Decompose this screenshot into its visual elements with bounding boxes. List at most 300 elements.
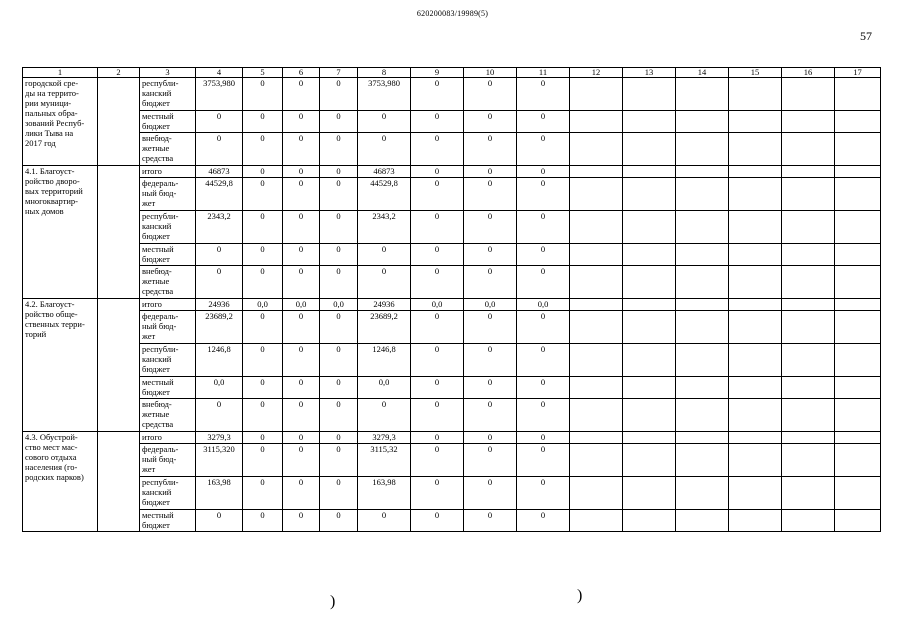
empty-cell bbox=[570, 299, 623, 311]
header-row bbox=[23, 68, 881, 78]
empty-cell bbox=[729, 311, 782, 344]
funding-source-cell: итого bbox=[140, 166, 196, 178]
value-cell: 0 bbox=[517, 510, 570, 532]
value-cell: 0,0 bbox=[196, 377, 243, 399]
empty-cell bbox=[676, 211, 729, 244]
value-cell: 0 bbox=[243, 133, 283, 166]
value-cell: 0 bbox=[243, 244, 283, 266]
column-header: 7 bbox=[320, 68, 358, 78]
column-header: 15 bbox=[729, 68, 782, 78]
value-cell: 0 bbox=[243, 432, 283, 444]
value-cell: 0 bbox=[196, 510, 243, 532]
empty-cell bbox=[729, 299, 782, 311]
value-cell: 0 bbox=[411, 510, 464, 532]
value-cell: 0 bbox=[411, 477, 464, 510]
value-cell: 0 bbox=[320, 133, 358, 166]
value-cell: 0 bbox=[243, 266, 283, 299]
value-cell: 0 bbox=[464, 211, 517, 244]
empty-cell bbox=[570, 377, 623, 399]
value-cell: 0 bbox=[411, 344, 464, 377]
value-cell: 0 bbox=[283, 244, 320, 266]
column-header: 14 bbox=[676, 68, 729, 78]
empty-cell bbox=[782, 133, 835, 166]
program-name-cell: городской сре- ды на террито- рии муници- пальных обра- зований Респуб- лики Тыва на 2017 год bbox=[23, 78, 98, 166]
value-cell: 0 bbox=[320, 111, 358, 133]
page-number: 57 bbox=[860, 29, 872, 43]
column-header: 8 bbox=[358, 68, 411, 78]
value-cell: 0 bbox=[243, 444, 283, 477]
value-cell: 0 bbox=[320, 510, 358, 532]
funding-source-cell: местный бюджет bbox=[140, 111, 196, 133]
value-cell: 0 bbox=[358, 266, 411, 299]
column-header: 5 bbox=[243, 68, 283, 78]
empty-cell bbox=[570, 344, 623, 377]
value-cell: 0 bbox=[320, 178, 358, 211]
value-cell: 0,0 bbox=[517, 299, 570, 311]
table-row bbox=[23, 78, 881, 111]
value-cell: 0 bbox=[283, 166, 320, 178]
value-cell: 3115,32 bbox=[358, 444, 411, 477]
funding-source-cell: республи- канский бюджет bbox=[140, 477, 196, 510]
program-name-cell: 4.1. Благоуст- ройство дворо- вых территорий многоквартир- ных домов bbox=[23, 166, 98, 299]
empty-cell bbox=[676, 178, 729, 211]
value-cell: 0 bbox=[411, 432, 464, 444]
column-header: 2 bbox=[98, 68, 140, 78]
value-cell: 0 bbox=[517, 111, 570, 133]
empty-cell bbox=[729, 133, 782, 166]
value-cell: 0 bbox=[411, 178, 464, 211]
empty-cell bbox=[782, 166, 835, 178]
value-cell: 44529,8 bbox=[196, 178, 243, 211]
value-cell: 0 bbox=[283, 477, 320, 510]
value-cell: 0 bbox=[358, 244, 411, 266]
value-cell: 0,0 bbox=[283, 299, 320, 311]
column-header: 10 bbox=[464, 68, 517, 78]
empty-cell bbox=[676, 477, 729, 510]
funding-source-cell: местный бюджет bbox=[140, 510, 196, 532]
column-header: 11 bbox=[517, 68, 570, 78]
empty-cell bbox=[570, 78, 623, 111]
value-cell: 0 bbox=[517, 133, 570, 166]
empty-cell bbox=[729, 111, 782, 133]
value-cell: 1246,8 bbox=[358, 344, 411, 377]
empty-cell bbox=[570, 111, 623, 133]
value-cell: 0 bbox=[411, 377, 464, 399]
empty-cell bbox=[835, 299, 881, 311]
table-row bbox=[23, 211, 881, 244]
value-cell: 0 bbox=[411, 266, 464, 299]
value-cell: 3753,980 bbox=[358, 78, 411, 111]
value-cell: 0 bbox=[320, 211, 358, 244]
value-cell: 0 bbox=[243, 399, 283, 432]
empty-cell bbox=[835, 432, 881, 444]
funding-source-cell: внебюд- жетные средства bbox=[140, 266, 196, 299]
empty-cell bbox=[676, 432, 729, 444]
value-cell: 0 bbox=[517, 266, 570, 299]
value-cell: 0 bbox=[464, 477, 517, 510]
value-cell: 0,0 bbox=[243, 299, 283, 311]
budget-table bbox=[22, 67, 881, 532]
empty-cell bbox=[835, 311, 881, 344]
value-cell: 0 bbox=[283, 444, 320, 477]
empty-cell bbox=[623, 133, 676, 166]
empty-cell bbox=[835, 178, 881, 211]
value-cell: 0 bbox=[517, 311, 570, 344]
table-row bbox=[23, 166, 881, 178]
value-cell: 0 bbox=[283, 78, 320, 111]
value-cell: 0 bbox=[517, 377, 570, 399]
empty-cell bbox=[835, 78, 881, 111]
value-cell: 0 bbox=[517, 244, 570, 266]
value-cell: 0 bbox=[243, 344, 283, 377]
value-cell: 0 bbox=[196, 133, 243, 166]
empty-cell bbox=[676, 111, 729, 133]
empty-cell bbox=[729, 444, 782, 477]
value-cell: 0 bbox=[283, 432, 320, 444]
value-cell: 24936 bbox=[358, 299, 411, 311]
empty-cell bbox=[623, 510, 676, 532]
value-cell: 0 bbox=[358, 399, 411, 432]
table-row bbox=[23, 344, 881, 377]
value-cell: 1246,8 bbox=[196, 344, 243, 377]
empty-cell bbox=[676, 344, 729, 377]
empty-cell bbox=[782, 399, 835, 432]
empty-cell bbox=[676, 510, 729, 532]
value-cell: 0 bbox=[517, 211, 570, 244]
empty-cell bbox=[782, 111, 835, 133]
column-header: 6 bbox=[283, 68, 320, 78]
program-name-cell: 4.3. Обустрой- ство мест мас- сового отдыха населения (го- родских парков) bbox=[23, 432, 98, 532]
empty-cell bbox=[729, 166, 782, 178]
funding-source-cell: федераль- ный бюд- жет bbox=[140, 311, 196, 344]
empty-cell bbox=[570, 399, 623, 432]
empty-cell bbox=[835, 477, 881, 510]
empty-cell bbox=[676, 78, 729, 111]
value-cell: 0 bbox=[243, 510, 283, 532]
empty-cell bbox=[835, 266, 881, 299]
empty-cell bbox=[835, 444, 881, 477]
empty-cell bbox=[835, 244, 881, 266]
column-header: 4 bbox=[196, 68, 243, 78]
table-row bbox=[23, 266, 881, 299]
executor-cell bbox=[98, 432, 140, 532]
empty-cell bbox=[623, 178, 676, 211]
value-cell: 0 bbox=[320, 266, 358, 299]
empty-cell bbox=[570, 166, 623, 178]
empty-cell bbox=[570, 211, 623, 244]
empty-cell bbox=[570, 133, 623, 166]
value-cell: 0 bbox=[517, 344, 570, 377]
value-cell: 0 bbox=[464, 166, 517, 178]
funding-source-cell: внебюд- жетные средства bbox=[140, 399, 196, 432]
value-cell: 0 bbox=[517, 444, 570, 477]
empty-cell bbox=[623, 444, 676, 477]
value-cell: 0 bbox=[320, 166, 358, 178]
value-cell: 0 bbox=[243, 477, 283, 510]
value-cell: 0 bbox=[243, 211, 283, 244]
value-cell: 0 bbox=[320, 432, 358, 444]
column-header: 9 bbox=[411, 68, 464, 78]
empty-cell bbox=[835, 377, 881, 399]
empty-cell bbox=[676, 377, 729, 399]
value-cell: 0 bbox=[464, 78, 517, 111]
empty-cell bbox=[570, 244, 623, 266]
empty-cell bbox=[782, 299, 835, 311]
table-row bbox=[23, 299, 881, 311]
value-cell: 0 bbox=[320, 477, 358, 510]
table-row bbox=[23, 111, 881, 133]
empty-cell bbox=[729, 78, 782, 111]
value-cell: 0 bbox=[464, 178, 517, 211]
empty-cell bbox=[676, 299, 729, 311]
value-cell: 0 bbox=[411, 133, 464, 166]
value-cell: 46873 bbox=[358, 166, 411, 178]
executor-cell bbox=[98, 299, 140, 432]
empty-cell bbox=[729, 510, 782, 532]
funding-source-cell: республи- канский бюджет bbox=[140, 78, 196, 111]
value-cell: 0 bbox=[196, 244, 243, 266]
empty-cell bbox=[570, 477, 623, 510]
empty-cell bbox=[623, 477, 676, 510]
funding-source-cell: местный бюджет bbox=[140, 244, 196, 266]
value-cell: 0 bbox=[517, 178, 570, 211]
executor-cell bbox=[98, 78, 140, 166]
value-cell: 0 bbox=[464, 133, 517, 166]
empty-cell bbox=[729, 377, 782, 399]
empty-cell bbox=[729, 266, 782, 299]
value-cell: 0 bbox=[464, 244, 517, 266]
empty-cell bbox=[729, 344, 782, 377]
empty-cell bbox=[835, 344, 881, 377]
empty-cell bbox=[623, 111, 676, 133]
empty-cell bbox=[782, 432, 835, 444]
value-cell: 0 bbox=[411, 78, 464, 111]
value-cell: 0 bbox=[464, 266, 517, 299]
value-cell: 0 bbox=[243, 311, 283, 344]
value-cell: 0 bbox=[320, 399, 358, 432]
value-cell: 0 bbox=[196, 111, 243, 133]
value-cell: 0 bbox=[517, 399, 570, 432]
value-cell: 0 bbox=[411, 399, 464, 432]
column-header: 3 bbox=[140, 68, 196, 78]
value-cell: 0 bbox=[517, 477, 570, 510]
empty-cell bbox=[623, 244, 676, 266]
empty-cell bbox=[782, 444, 835, 477]
empty-cell bbox=[835, 111, 881, 133]
empty-cell bbox=[623, 166, 676, 178]
table-row bbox=[23, 444, 881, 477]
empty-cell bbox=[623, 311, 676, 344]
value-cell: 0 bbox=[411, 211, 464, 244]
value-cell: 0 bbox=[464, 344, 517, 377]
table-row bbox=[23, 477, 881, 510]
value-cell: 0 bbox=[320, 78, 358, 111]
program-name-cell: 4.2. Благоуст- ройство обще- ственных терри- торий bbox=[23, 299, 98, 432]
empty-cell bbox=[782, 211, 835, 244]
value-cell: 0 bbox=[283, 510, 320, 532]
value-cell: 0 bbox=[283, 133, 320, 166]
empty-cell bbox=[623, 432, 676, 444]
value-cell: 0 bbox=[320, 444, 358, 477]
value-cell: 0 bbox=[411, 444, 464, 477]
value-cell: 0 bbox=[320, 244, 358, 266]
executor-cell bbox=[98, 166, 140, 299]
empty-cell bbox=[729, 178, 782, 211]
empty-cell bbox=[623, 344, 676, 377]
value-cell: 163,98 bbox=[358, 477, 411, 510]
value-cell: 0 bbox=[464, 444, 517, 477]
value-cell: 0,0 bbox=[358, 377, 411, 399]
value-cell: 0 bbox=[283, 377, 320, 399]
table-row bbox=[23, 377, 881, 399]
empty-cell bbox=[623, 211, 676, 244]
column-header: 12 bbox=[570, 68, 623, 78]
value-cell: 0 bbox=[358, 510, 411, 532]
value-cell: 0 bbox=[283, 399, 320, 432]
value-cell: 3279,3 bbox=[196, 432, 243, 444]
column-header: 1 bbox=[23, 68, 98, 78]
empty-cell bbox=[835, 166, 881, 178]
empty-cell bbox=[676, 399, 729, 432]
empty-cell bbox=[623, 266, 676, 299]
value-cell: 0 bbox=[243, 178, 283, 211]
value-cell: 23689,2 bbox=[358, 311, 411, 344]
empty-cell bbox=[676, 133, 729, 166]
funding-source-cell: республи- канский бюджет bbox=[140, 211, 196, 244]
value-cell: 0 bbox=[464, 432, 517, 444]
value-cell: 0 bbox=[283, 311, 320, 344]
value-cell: 2343,2 bbox=[358, 211, 411, 244]
value-cell: 23689,2 bbox=[196, 311, 243, 344]
value-cell: 0 bbox=[464, 399, 517, 432]
value-cell: 0,0 bbox=[320, 299, 358, 311]
value-cell: 0 bbox=[283, 344, 320, 377]
value-cell: 0 bbox=[283, 211, 320, 244]
value-cell: 2343,2 bbox=[196, 211, 243, 244]
value-cell: 0 bbox=[196, 399, 243, 432]
empty-cell bbox=[676, 444, 729, 477]
value-cell: 0 bbox=[464, 311, 517, 344]
value-cell: 3115,320 bbox=[196, 444, 243, 477]
empty-cell bbox=[570, 510, 623, 532]
value-cell: 0 bbox=[243, 111, 283, 133]
empty-cell bbox=[782, 266, 835, 299]
empty-cell bbox=[782, 178, 835, 211]
empty-cell bbox=[729, 244, 782, 266]
empty-cell bbox=[570, 432, 623, 444]
value-cell: 0 bbox=[517, 432, 570, 444]
empty-cell bbox=[623, 377, 676, 399]
value-cell: 0 bbox=[196, 266, 243, 299]
value-cell: 0 bbox=[283, 111, 320, 133]
funding-source-cell: итого bbox=[140, 299, 196, 311]
value-cell: 0 bbox=[358, 133, 411, 166]
empty-cell bbox=[676, 311, 729, 344]
document-id: 620200083/19989(5) bbox=[416, 9, 489, 18]
empty-cell bbox=[835, 399, 881, 432]
empty-cell bbox=[623, 299, 676, 311]
table-row bbox=[23, 178, 881, 211]
value-cell: 0,0 bbox=[464, 299, 517, 311]
value-cell: 0 bbox=[283, 266, 320, 299]
table-row bbox=[23, 244, 881, 266]
value-cell: 0 bbox=[283, 178, 320, 211]
value-cell: 0 bbox=[464, 510, 517, 532]
empty-cell bbox=[782, 244, 835, 266]
empty-cell bbox=[623, 78, 676, 111]
empty-cell bbox=[570, 178, 623, 211]
empty-cell bbox=[570, 266, 623, 299]
value-cell: 0 bbox=[411, 244, 464, 266]
value-cell: 0 bbox=[517, 166, 570, 178]
value-cell: 0 bbox=[243, 166, 283, 178]
funding-source-cell: федераль- ный бюд- жет bbox=[140, 178, 196, 211]
value-cell: 44529,8 bbox=[358, 178, 411, 211]
empty-cell bbox=[676, 244, 729, 266]
empty-cell bbox=[782, 477, 835, 510]
value-cell: 0 bbox=[320, 344, 358, 377]
funding-source-cell: федераль- ный бюд- жет bbox=[140, 444, 196, 477]
value-cell: 0 bbox=[517, 78, 570, 111]
empty-cell bbox=[782, 510, 835, 532]
pen-mark-left: ) bbox=[330, 593, 336, 610]
empty-cell bbox=[782, 344, 835, 377]
empty-cell bbox=[782, 78, 835, 111]
empty-cell bbox=[570, 311, 623, 344]
empty-cell bbox=[835, 133, 881, 166]
value-cell: 46873 bbox=[196, 166, 243, 178]
empty-cell bbox=[570, 444, 623, 477]
empty-cell bbox=[676, 266, 729, 299]
value-cell: 0 bbox=[464, 377, 517, 399]
funding-source-cell: итого bbox=[140, 432, 196, 444]
empty-cell bbox=[729, 399, 782, 432]
empty-cell bbox=[623, 399, 676, 432]
funding-source-cell: местный бюджет bbox=[140, 377, 196, 399]
empty-cell bbox=[676, 166, 729, 178]
column-header: 13 bbox=[623, 68, 676, 78]
funding-source-cell: республи- канский бюджет bbox=[140, 344, 196, 377]
empty-cell bbox=[835, 510, 881, 532]
value-cell: 3279,3 bbox=[358, 432, 411, 444]
value-cell: 0 bbox=[411, 111, 464, 133]
value-cell: 0 bbox=[320, 311, 358, 344]
empty-cell bbox=[729, 211, 782, 244]
value-cell: 0 bbox=[243, 78, 283, 111]
empty-cell bbox=[729, 477, 782, 510]
column-header: 16 bbox=[782, 68, 835, 78]
empty-cell bbox=[782, 311, 835, 344]
value-cell: 0 bbox=[411, 311, 464, 344]
value-cell: 0 bbox=[320, 377, 358, 399]
funding-source-cell: внебюд- жетные средства bbox=[140, 133, 196, 166]
value-cell: 0 bbox=[411, 166, 464, 178]
table-row bbox=[23, 311, 881, 344]
value-cell: 24936 bbox=[196, 299, 243, 311]
value-cell: 3753,980 bbox=[196, 78, 243, 111]
table-row bbox=[23, 399, 881, 432]
pen-mark-right: ) bbox=[577, 587, 583, 604]
table-row bbox=[23, 510, 881, 532]
value-cell: 0 bbox=[464, 111, 517, 133]
value-cell: 0,0 bbox=[411, 299, 464, 311]
empty-cell bbox=[729, 432, 782, 444]
column-header: 17 bbox=[835, 68, 881, 78]
empty-cell bbox=[782, 377, 835, 399]
value-cell: 0 bbox=[358, 111, 411, 133]
table-row bbox=[23, 432, 881, 444]
empty-cell bbox=[835, 211, 881, 244]
